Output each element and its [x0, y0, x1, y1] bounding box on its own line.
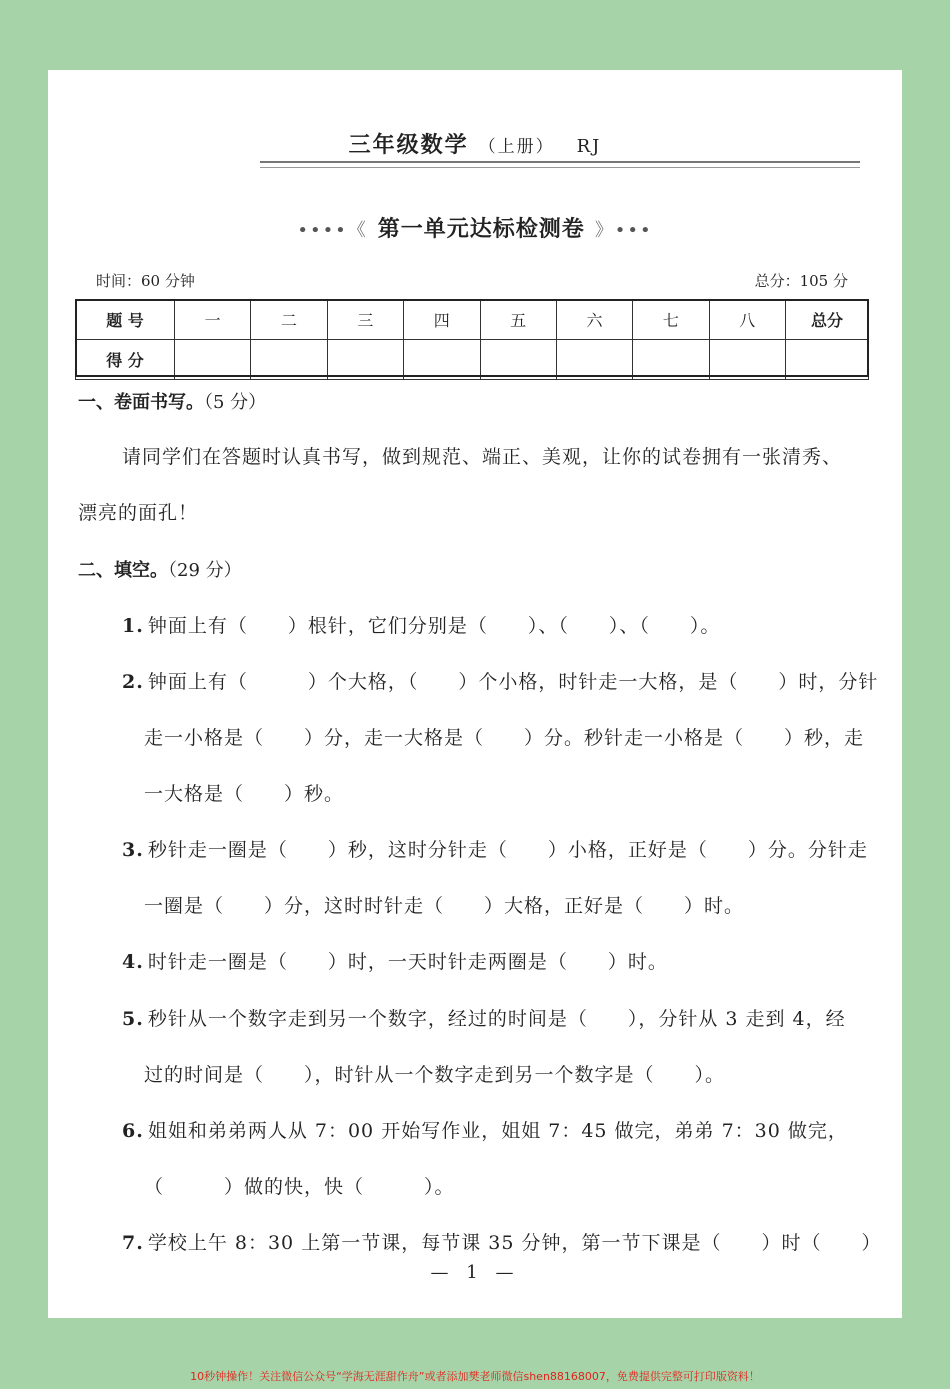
question-number: 1. — [122, 615, 144, 637]
score-cell: 六 — [556, 300, 632, 340]
exam-title — [0, 212, 950, 243]
score-cell: 五 — [480, 300, 556, 340]
question-6-line2: （ ）做的快，快（ ）。 — [144, 1176, 455, 1198]
question-3-line2: 一圈是（ ）分，这时时针走（ ）大格，正好是（ ）时。 — [144, 895, 745, 917]
score-input-cell — [251, 340, 327, 380]
score-input-cell — [633, 340, 709, 380]
question-number: 2. — [122, 671, 144, 693]
question-1 — [122, 611, 720, 638]
score-table-score-row — [76, 340, 869, 380]
score-table — [75, 299, 869, 380]
score-input-cell — [327, 340, 403, 380]
score-input-cell — [175, 340, 251, 380]
score-cell: 总分 — [786, 300, 869, 340]
exam-meta — [96, 270, 848, 291]
subject-title: 三年级数学 — [348, 132, 469, 158]
score-input-cell — [480, 340, 556, 380]
volume-label: （上册） — [478, 137, 555, 157]
score-cell: 四 — [404, 300, 480, 340]
section1-title: 一、卷面书写。 — [78, 392, 204, 413]
question-5 — [122, 1004, 846, 1031]
score-input-cell — [556, 340, 632, 380]
score-cell: 题 号 — [76, 300, 175, 340]
question-number: 7. — [122, 1232, 144, 1254]
score-cell: 三 — [327, 300, 403, 340]
score-cell: 七 — [633, 300, 709, 340]
total-score: 总分：105 分 — [754, 272, 848, 290]
question-4 — [122, 947, 668, 974]
question-text: 钟面上有（ ）个大格，（ ）个小格，时针走一大格，是（ ）时，分针 — [147, 671, 879, 693]
question-number: 3. — [122, 839, 144, 861]
question-text: 姐姐和弟弟两人从 7：00 开始写作业，姐姐 7：45 做完，弟弟 7：30 做完， — [147, 1120, 848, 1142]
edition-label: RJ — [576, 136, 602, 157]
time-limit: 时间：60 分钟 — [96, 272, 195, 290]
section2-points: （29 分） — [168, 560, 242, 581]
section1-line1: 请同学们在答题时认真书写，做到规范、端正、美观，让你的试卷拥有一张清秀、 — [122, 446, 843, 468]
score-table-header-row — [76, 300, 869, 340]
question-text: 学校上午 8：30 上第一节课，每节课 35 分钟，第一节下课是（ ）时（ ） — [147, 1232, 882, 1254]
decorative-right-icon: 》••• — [594, 220, 653, 241]
question-text: 秒针从一个数字走到另一个数字，经过的时间是（ ），分针从 3 走到 4，经 — [147, 1008, 846, 1030]
score-cell: 得 分 — [76, 340, 175, 380]
question-number: 5. — [122, 1008, 144, 1030]
score-cell: 一 — [175, 300, 251, 340]
score-input-cell — [786, 340, 869, 380]
exam-title-text: 第一单元达标检测卷 — [377, 216, 585, 242]
score-cell: 八 — [709, 300, 785, 340]
question-3 — [122, 835, 868, 862]
header-rule — [260, 161, 860, 168]
section1-points: （5 分） — [204, 392, 267, 413]
question-text: 时针走一圈是（ ）时，一天时针走两圈是（ ）时。 — [147, 951, 668, 973]
header-title — [0, 128, 950, 159]
section2-heading — [78, 556, 242, 582]
score-cell: 二 — [251, 300, 327, 340]
decorative-left-icon: ••••《 — [297, 220, 368, 241]
question-7 — [122, 1228, 881, 1255]
question-text: 秒针走一圈是（ ）秒，这时分针走（ ）小格，正好是（ ）分。分针走 — [147, 839, 868, 861]
question-number: 4. — [122, 951, 144, 973]
section2-title: 二、填空。 — [78, 560, 168, 581]
footer-note: 10秒钟操作！关注微信公众号“学海无涯甜作舟”或者添加樊老师微信shen88168007，免费提供完整可打印版资料！ — [190, 1370, 760, 1383]
question-2-line3: 一大格是（ ）秒。 — [144, 783, 345, 805]
section1-heading — [78, 388, 266, 414]
question-2-line2: 走一小格是（ ）分，走一大格是（ ）分。秒针走一小格是（ ）秒，走 — [144, 727, 865, 749]
score-input-cell — [404, 340, 480, 380]
question-number: 6. — [122, 1120, 144, 1142]
question-2 — [122, 667, 878, 694]
score-input-cell — [709, 340, 785, 380]
page-number: — 1 — — [430, 1262, 520, 1283]
question-6 — [122, 1116, 848, 1143]
question-text: 钟面上有（ ）根针，它们分别是（ ）、（ ）、（ ）。 — [147, 615, 721, 637]
question-5-line2: 过的时间是（ ），时针从一个数字走到另一个数字是（ ）。 — [144, 1064, 726, 1086]
section1-line2: 漂亮的面孔！ — [78, 502, 199, 524]
